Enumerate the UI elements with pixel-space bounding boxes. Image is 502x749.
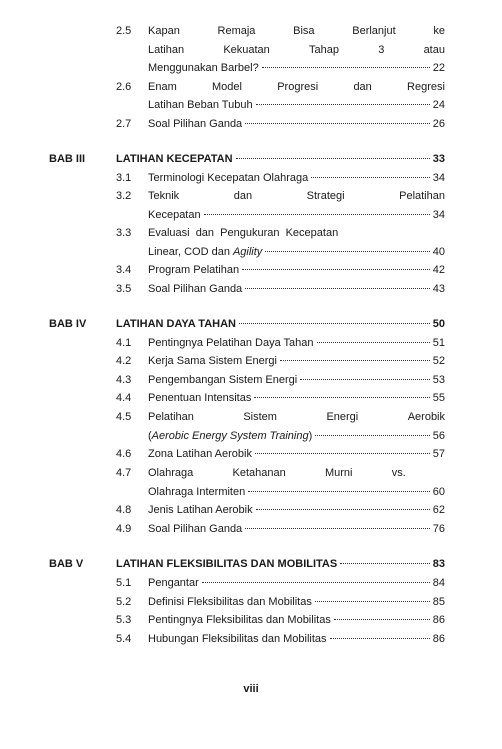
title-word: Murni: [324, 467, 353, 479]
dot-leader: [262, 58, 430, 68]
chapter-page: 50: [432, 318, 445, 330]
entry-title: Olahraga Intermiten: [148, 486, 246, 498]
entry-title-line: [148, 612, 445, 629]
toc-chapter-4: [0, 316, 502, 333]
title-word: Kekuatan: [223, 44, 270, 56]
entry-page: 26: [432, 118, 445, 130]
entry-number: 2.7: [116, 118, 132, 130]
entry-title-line: [148, 631, 445, 648]
entry-title-line: [148, 42, 445, 59]
entry-title-line: [148, 262, 445, 279]
entry-number: 2.5: [116, 25, 132, 37]
toc-entry-4-8: [0, 502, 502, 519]
title-word: vs.: [391, 467, 406, 479]
entry-page: 62: [432, 504, 445, 516]
title-word: Pelatihan: [148, 411, 194, 423]
toc-entry-5-2: [0, 594, 502, 611]
dot-leader: [311, 168, 430, 178]
dot-leader: [248, 482, 430, 492]
entry-title-line: [148, 23, 445, 40]
dot-leader: [315, 426, 429, 436]
dot-leader: [245, 519, 430, 529]
entry-number: 3.4: [116, 264, 132, 276]
entry-page: 43: [432, 283, 445, 295]
toc-entry-5-4: [0, 631, 502, 648]
toc-entry-4-7: [0, 465, 502, 482]
entry-title: Penentuan Intensitas: [148, 392, 252, 404]
dot-leader: [317, 333, 430, 343]
title-word: Regresi: [407, 81, 445, 93]
entry-number: 4.7: [116, 467, 132, 479]
toc-entry-3-3: [0, 225, 502, 242]
entry-page: 86: [432, 633, 445, 645]
dot-leader: [255, 444, 430, 454]
entry-number: 5.4: [116, 633, 132, 645]
entry-number: 2.6: [116, 81, 132, 93]
entry-title-line: [148, 484, 445, 501]
dot-leader: [340, 554, 430, 564]
entry-title-line: [148, 372, 445, 389]
entry-title-line: [148, 97, 445, 114]
title-word: atau: [423, 44, 445, 56]
title-word: Energi: [326, 411, 359, 423]
toc-entry-4-5-cont: [0, 428, 502, 445]
dot-leader: [202, 573, 430, 583]
toc-entry-4-5: [0, 409, 502, 426]
title-word: 3: [378, 44, 385, 56]
chapter-title: LATIHAN KECEPATAN: [116, 153, 233, 165]
title-word: Berlanjut: [352, 25, 396, 37]
dot-leader: [245, 279, 430, 289]
entry-title-line: [148, 594, 445, 611]
toc-entry-3-2-cont: [0, 207, 502, 224]
entry-page: 22: [432, 62, 445, 74]
entry-title-line: [148, 502, 445, 519]
toc-entry-4-6: [0, 446, 502, 463]
title-word: Bisa: [293, 25, 315, 37]
title-word: Aerobik: [407, 411, 445, 423]
title-word: ke: [433, 25, 445, 37]
entry-title-line: [148, 116, 445, 133]
entry-title-line: [148, 409, 445, 426]
entry-page: 40: [432, 246, 445, 258]
title-word: Kapan: [148, 25, 180, 37]
page-number: viii: [243, 683, 259, 695]
entry-title-italic: Agility: [232, 246, 263, 258]
dot-leader: [300, 370, 430, 380]
toc-entry-4-3: [0, 372, 502, 389]
entry-title: Kerja Sama Sistem Energi: [148, 355, 277, 367]
entry-title: Zona Latihan Aerobik: [148, 448, 252, 460]
entry-title: Linear, COD dan: [148, 246, 230, 258]
entry-title: Terminologi Kecepatan Olahraga: [148, 172, 309, 184]
entry-number: 4.4: [116, 392, 132, 404]
title-word: Enam: [148, 81, 177, 93]
entry-page: 51: [432, 337, 445, 349]
dot-leader: [204, 205, 430, 215]
entry-page: 52: [432, 355, 445, 367]
entry-title: Menggunakan Barbel?: [148, 62, 259, 74]
chapter-page: 83: [432, 558, 445, 570]
entry-page: 24: [432, 99, 445, 111]
title-word: Sistem: [243, 411, 277, 423]
chapter-title: LATIHAN DAYA TAHAN: [116, 318, 236, 330]
dot-leader: [265, 242, 429, 252]
toc-chapter-5: [0, 556, 502, 573]
entry-title-line: [148, 79, 445, 96]
toc-entry-4-7-cont: [0, 484, 502, 501]
dot-leader: [334, 610, 430, 620]
toc-entry-2-5-cont: [0, 42, 502, 59]
entry-page: 56: [432, 430, 445, 442]
entry-number: 4.2: [116, 355, 132, 367]
entry-title-line: [148, 188, 445, 205]
title-word: Olahraga: [148, 467, 194, 479]
title-word: Strategi: [306, 190, 345, 202]
entry-title-line: [148, 207, 445, 224]
dot-leader: [236, 149, 430, 159]
title-word: Model: [212, 81, 242, 93]
chapter-label: BAB III: [49, 153, 86, 165]
entry-number: 3.5: [116, 283, 132, 295]
toc-entry-4-2: [0, 353, 502, 370]
title-word: Remaja: [217, 25, 256, 37]
toc-entry-3-2: [0, 188, 502, 205]
entry-title-line: [148, 353, 445, 370]
title-word: Teknik: [148, 190, 180, 202]
entry-page: 57: [432, 448, 445, 460]
title-word: dan: [233, 190, 253, 202]
entry-title: Hubungan Fleksibilitas dan Mobilitas: [148, 633, 327, 645]
toc-entry-3-3-cont: [0, 244, 502, 261]
entry-number: 5.1: [116, 577, 132, 589]
entry-title: Pentingnya Pelatihan Daya Tahan: [148, 337, 314, 349]
toc-entry-2-6: [0, 79, 502, 96]
toc-entry-5-3: [0, 612, 502, 629]
dot-leader: [242, 260, 430, 270]
entry-number: 4.9: [116, 523, 132, 535]
toc-entry-3-4: [0, 262, 502, 279]
chapter-label: BAB V: [49, 558, 84, 570]
entry-title: Evaluasi dan Pengukuran Kecepatan: [148, 227, 339, 239]
entry-title-line: [148, 60, 445, 77]
entry-number: 4.3: [116, 374, 132, 386]
entry-title-italic: Aerobic Energy System Training: [151, 430, 309, 442]
title-word: Latihan: [148, 44, 185, 56]
entry-title: Soal Pilihan Ganda: [148, 283, 243, 295]
entry-title-line: [148, 575, 445, 592]
entry-page: 53: [432, 374, 445, 386]
entry-number: 5.2: [116, 596, 132, 608]
title-word: Progresi: [277, 81, 319, 93]
entry-page: 34: [432, 209, 445, 221]
entry-number: 4.5: [116, 411, 132, 423]
entry-page: 55: [432, 392, 445, 404]
toc-entry-2-5-cont: [0, 60, 502, 77]
entry-number: 4.1: [116, 337, 132, 349]
entry-title: Definisi Fleksibilitas dan Mobilitas: [148, 596, 312, 608]
chapter-title-line: [116, 316, 445, 333]
chapter-title-line: [116, 151, 445, 168]
entry-number: 3.1: [116, 172, 132, 184]
toc-chapter-3: [0, 151, 502, 168]
entry-number: 5.3: [116, 614, 132, 626]
dot-leader: [256, 500, 430, 510]
entry-title: Latihan Beban Tubuh: [148, 99, 253, 111]
toc-entry-5-1: [0, 575, 502, 592]
toc-entry-2-5: [0, 23, 502, 40]
dot-leader: [245, 114, 430, 124]
entry-title-line: [148, 225, 445, 242]
dot-leader: [330, 629, 430, 639]
entry-title: Program Pelatihan: [148, 264, 240, 276]
entry-title-line: [148, 428, 445, 445]
entry-title-open: (: [148, 430, 152, 442]
chapter-title-line: [116, 556, 445, 573]
entry-page: 86: [432, 614, 445, 626]
entry-page: 76: [432, 523, 445, 535]
title-word: Tahap: [309, 44, 339, 56]
toc-entry-4-4: [0, 390, 502, 407]
entry-title-close: ): [308, 430, 313, 442]
entry-title-line: [148, 335, 445, 352]
entry-number: 4.8: [116, 504, 132, 516]
entry-number: 4.6: [116, 448, 132, 460]
toc-entry-3-5: [0, 281, 502, 298]
entry-number: 3.2: [116, 190, 132, 202]
entry-title-line: [148, 170, 445, 187]
entry-number: 3.3: [116, 227, 132, 239]
entry-title-line: [148, 446, 445, 463]
entry-title: Soal Pilihan Ganda: [148, 118, 243, 130]
entry-title-line: [148, 521, 445, 538]
dot-leader: [254, 388, 429, 398]
entry-title: Jenis Latihan Aerobik: [148, 504, 253, 516]
dot-leader: [280, 351, 430, 361]
dot-leader: [239, 314, 430, 324]
toc-entry-3-1: [0, 170, 502, 187]
dot-leader: [315, 592, 430, 602]
entry-title-line: [148, 281, 445, 298]
toc-entry-4-9: [0, 521, 502, 538]
entry-title-line: [148, 244, 445, 261]
entry-page: 84: [432, 577, 445, 589]
chapter-page: 33: [432, 153, 445, 165]
dot-leader: [256, 95, 430, 105]
toc-entry-4-1: [0, 335, 502, 352]
toc-entry-2-7: [0, 116, 502, 133]
title-word: Ketahanan: [232, 467, 286, 479]
entry-title-line: [148, 390, 445, 407]
entry-title: Kecepatan: [148, 209, 201, 221]
entry-title-line: [148, 465, 445, 482]
chapter-title: LATIHAN FLEKSIBILITAS DAN MOBILITAS: [116, 558, 338, 570]
entry-title: Pentingnya Fleksibilitas dan Mobilitas: [148, 614, 331, 626]
title-word: dan: [353, 81, 372, 93]
entry-title: Soal Pilihan Ganda: [148, 523, 243, 535]
entry-title: Pengantar: [148, 577, 199, 589]
toc-entry-2-6-cont: [0, 97, 502, 114]
entry-page: 85: [432, 596, 445, 608]
chapter-label: BAB IV: [49, 318, 87, 330]
entry-page: 34: [432, 172, 445, 184]
entry-title: Pengembangan Sistem Energi: [148, 374, 298, 386]
entry-page: 42: [432, 264, 445, 276]
entry-page: 60: [432, 486, 445, 498]
title-word: Pelatihan: [399, 190, 445, 202]
